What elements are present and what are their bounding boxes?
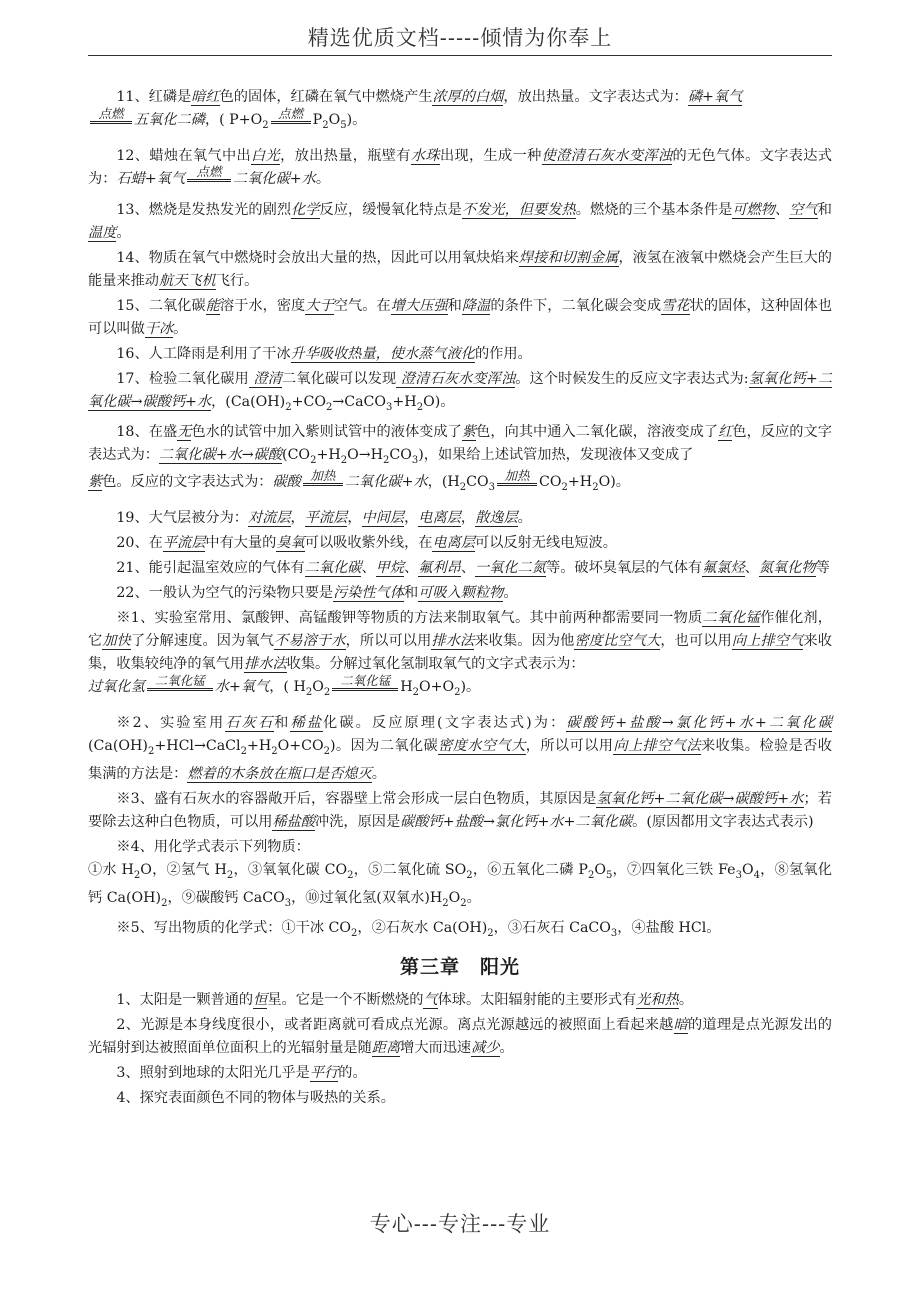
item-17: 17、检验二氧化碳用 澄清二氧化碳可以发现 澄清石灰水变浑浊。这个时候发生的反应文字表达式为:氢氧化钙+二氧化碳→碳酸钙+水，$(Ca(OH)_2+CO_2\to CaCO_3+H_2O)$。 xyxy=(88,370,833,413)
reaction-condition: 加热 xyxy=(497,469,537,486)
reaction-condition: 二氧化锰 xyxy=(147,674,213,691)
star-item-2: ※2、实验室用石灰石和稀盐化碳。反应原理(文字表达式)为：碳酸钙+盐酸→氯化钙+水+二氧化碳$(Ca(OH)_2+HCl\to CaCl_2+H_2O+CO_2)$。因为二氧化碳密度水空气大，所以可以用向上排空气法来收集。检验是否收集满的方法是：燃着的木条放在瓶口是否熄灭。 xyxy=(88,715,832,782)
item-12: 12、蜡烛在氧气中出白光，放出热量，瓶壁有水珠出现，生成一种使澄清石灰水变浑浊的无色气体。文字表达式为：石蜡+氧气 点燃 二氧化碳+水。 xyxy=(88,147,832,187)
star-item-3: ※3、盛有石灰水的容器敞开后，容器壁上常会形成一层白色物质，其原因是氢氧化钙+二氧化碳→碳酸钙+水；若要除去这种白色物质，可以用稀盐酸冲洗，原因是碳酸钙+盐酸→氯化钙+水+二氧化碳。(原因都用文字表达式表示) xyxy=(88,790,832,830)
reaction-condition: 点燃 xyxy=(187,165,231,182)
star-item-4: ※4、用化学式表示下列物质： ①水 $H_2O$，②氢气 $H_2$，③氧氧化碳 $CO_2$，⑤二氧化硫 $SO_2$，⑥五氧化二磷 $P_2O_5$，⑦四氧化三铁 $Fe_3O_4$，⑧氢氧化钙 $Ca(OH)_2$，⑨碳酸钙 CaCO$_3$，⑩过氧化氢(双氧水)$H_2O_2$。 xyxy=(88,838,832,909)
star-item-5: ※5、写出物质的化学式：①干冰 $CO_2$，②石灰水 $Ca(OH)_2$，③石灰石 CaCO$_3$，④盐酸 HCl。 xyxy=(116,919,721,939)
item-18: 18、在盛无色水的试管中加入紫则试管中的液体变成了紫色，向其中通入二氧化碳，溶液变成了红色，反应的文字表达式为：二氧化碳+水→碳酸$(CO_2+H_2O\to H_2CO_3)$，如果给上述试管加热，发现液体又变成了 紫色。反应的文字表达式为：碳酸 加热 二氧化碳+水，($H_2CO_3$ 加热 $CO_2+H_2O$)。 xyxy=(88,423,832,494)
chapter-item-3: 3、照射到地球的太阳光几乎是平行的。 xyxy=(116,1065,367,1082)
chapter-item-4: 4、探究表面颜色不同的物体与吸热的关系。 xyxy=(116,1090,395,1107)
item-21: 21、能引起温室效应的气体有二氧化碳、甲烷、氟利昂、一氧化二氮等。破坏臭氧层的气体有氟氯烃、氮氧化物等 xyxy=(116,560,830,577)
item-16: 16、人工降雨是利用了干冰升华吸收热量，使水蒸气液化的作用。 xyxy=(116,345,532,362)
item-11: 11、红磷是暗红色的固体，红磷在氧气中燃烧产生浓厚的白烟，放出热量。文字表达式为：磷+氧气 点燃 五氧化二磷，( $P+O_2$ 点燃 $P_2O_5$)。 xyxy=(88,86,832,137)
reaction-condition: 点燃 xyxy=(90,107,132,124)
document-body xyxy=(88,86,832,1112)
item-22: 22、一般认为空气的污染物只要是污染性气体和可吸入颗粒物。 xyxy=(116,585,518,602)
item-15: 15、二氧化碳能溶于水，密度大于空气。在增大压强和降温的条件下，二氧化碳会变成雪花状的固体，这种固体也可以叫做干冰。 xyxy=(88,297,832,337)
reaction-condition: 加热 xyxy=(303,469,343,486)
chapter-item-2: 2、光源是本身线度很小，或者距离就可看成点光源。离点光源越远的被照面上看起来越暗的道理是点光源发出的光辐射到达被照面单位面积上的光辐射量是随距离增大而迅速减少。 xyxy=(88,1017,832,1057)
reaction-condition: 二氧化锰 xyxy=(332,674,398,691)
item-13: 13、燃烧是发热发光的剧烈化学反应，缓慢氧化特点是不发光，但要发热。燃烧的三个基本条件是可燃物、空气和温度。 xyxy=(88,201,832,241)
star-item-1: ※1、实验室常用、氯酸钾、高锰酸钾等物质的方法来制取氧气。其中前两种都需要同一物质二氧化锰作催化剂，它加快了分解速度。因为氧气不易溶于水，所以可以用排水法来收集。因为他密度比空气大，也可以用向上排空气来收集，收集较纯净的氧气用排水法收集。分解过氧化氢制取氧气的文字式表示为： 过氧化氢 二氧化锰 水+氧气，( $H_2O_2$ 二氧化锰 $H_2O+O_2$)。 xyxy=(88,610,832,699)
reaction-condition: 点燃 xyxy=(271,107,311,124)
chapter-title: 第三章 阳光 xyxy=(399,956,520,979)
page-footer: 专心---专注---专业 xyxy=(369,1212,551,1236)
page-header: 精选优质文档-----倾情为你奉上 xyxy=(307,26,613,50)
header-rule xyxy=(88,55,832,56)
chapter-item-1: 1、太阳是一颗普通的恒星。它是一个不断燃烧的气体球。太阳辐射能的主要形式有光和热。 xyxy=(116,992,694,1009)
item-14: 14、物质在氧气中燃烧时会放出大量的热，因此可以用氧炔焰来焊接和切割金属，液氢在液氧中燃烧会产生巨大的能量来推动航天飞机飞行。 xyxy=(88,249,832,289)
item-19: 19、大气层被分为：对流层，平流层，中间层，电离层，散逸层。 xyxy=(116,510,532,527)
item-20: 20、在平流层中有大量的臭氧可以吸收紫外线，在电离层可以反射无线电短波。 xyxy=(116,535,617,552)
